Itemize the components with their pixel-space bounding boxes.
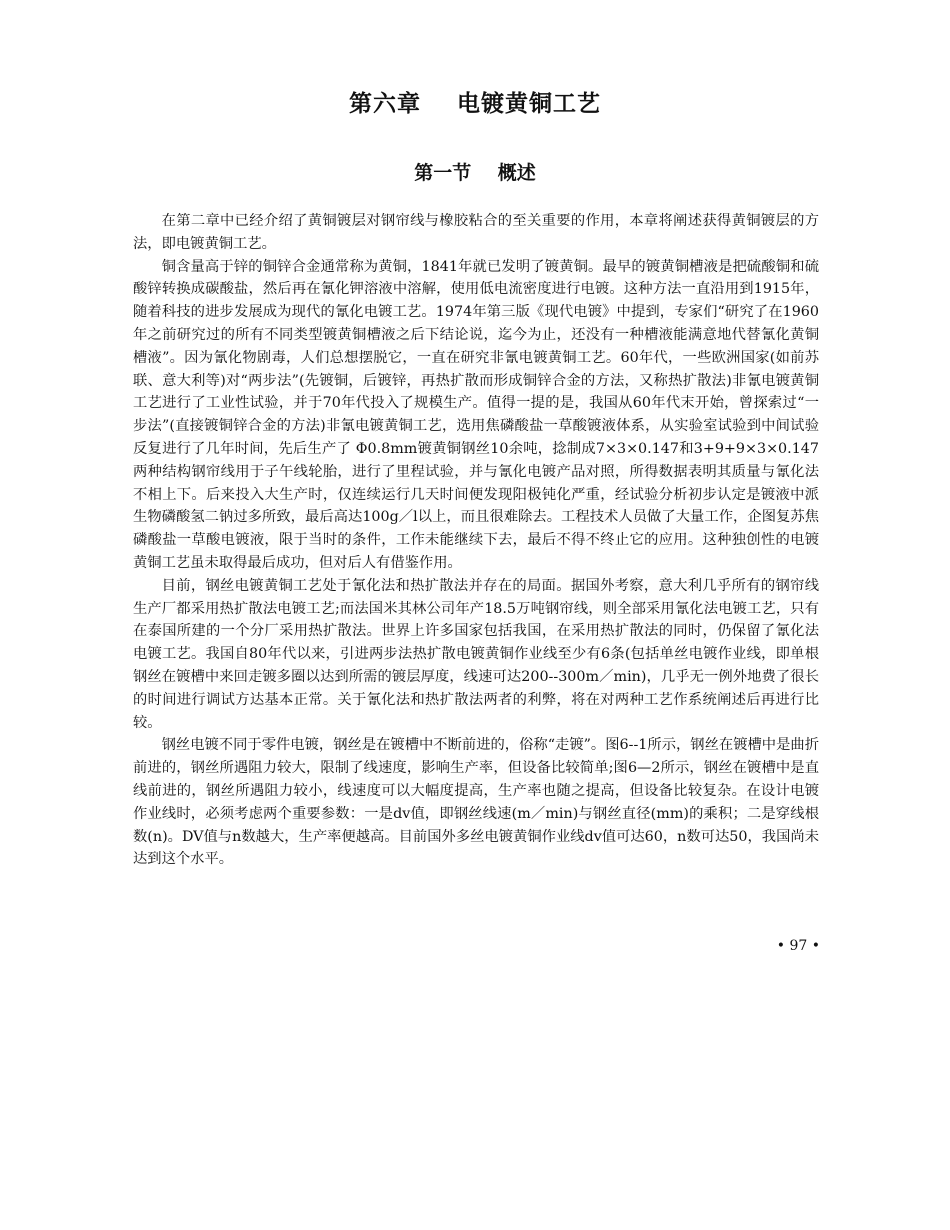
paragraph-intro: 在第二章中已经介绍了黄铜镀层对钢帘线与橡胶粘合的至关重要的作用，本章将阐述获得黄铜镀层的方法，即电镀黄铜工艺。	[133, 213, 819, 252]
paragraph-history: 铜含量高于锌的铜锌合金通常称为黄铜，1841年就已发明了镀黄铜。最早的镀黄铜槽液是把硫酸铜和硫酸锌转换成碳酸盐，然后再在氰化钾溶液中溶解，使用低电流密度进行电镀。这种方法一直沿用到1915年，随着科技的进步发展成为现代的氰化电镀工艺。1974年第三版《现代电镀》中提到，专家们“研究了在1960年之前研究过的所有不同类型镀黄铜槽液之后下结论说，迄今为止，还没有一种槽液能满意地代替氰化黄铜槽液”。因为氰化物剧毒，人们总想摆脱它，一直在研究非氰电镀黄铜工艺。60年代，一些欧洲国家(如前苏联、意大利等)对“两步法”(先镀铜，后镀锌，再热扩散而形成铜锌合金的方法，又称热扩散法)非氰电镀黄铜工艺进行了工业性试验，并于70年代投入了规模生产。值得一提的是，我国从60年代末开始，曾探索过“一步法”(直接镀铜锌合金的方法)非氰电镀黄铜工艺，选用焦磷酸盐一草酸镀液体系，从实验室试验到中间试验反复进行了几年时间，先后生产了 Φ0.8mm镀黄铜钢丝10余吨，捻制成7×3×0.147和3+9+9×3×0.147两种结构钢帘线用于子午线轮胎，进行了里程试验，并与氰化电镀产品对照，所得数据表明其质量与氰化法不相上下。后来投入大生产时，仅连续运行几天时间便发现阳极钝化严重，经试验分析初步认定是镀液中派生物磷酸氢二钠过多所致，最后高达100g／l以上，而且很难除去。工程技术人员做了大量工作，企图复苏焦磷酸盐一草酸电镀液，限于当时的条件，工作未能继续下去，最后不得不终止它的应用。这种独创性的电镀黄铜工艺虽未取得最后成功，但对后人有借鉴作用。	[133, 258, 819, 571]
paragraph-plating-line: 钢丝电镀不同于零件电镀，钢丝是在镀槽中不断前进的，俗称“走镀”。图6--1所示，钢丝在镀槽中是曲折前进的，钢丝所遇阻力较大，限制了线速度，影响生产率，但设备比较简单;图6—2所示，钢丝在镀槽中是直线前进的，钢丝所遇阻力较小，线速度可以大幅度提高，生产率也随之提高，但设备比较复杂。在设计电镀作业线时，必须考虑两个重要参数：一是dv值，即钢丝线速(m／min)与钢丝直径(mm)的乘积；二是穿线根数(n)。DV值与n数越大，生产率便越高。目前国外多丝电镀黄铜作业线dv值可达60，n数可达50，我国尚未达到这个水平。	[133, 737, 819, 868]
chapter-title: 第六章 电镀黄铜工艺	[348, 91, 602, 117]
section-title: 第一节 概述	[414, 162, 536, 184]
paragraph-current-status: 目前，钢丝电镀黄铜工艺处于氰化法和热扩散法并存在的局面。据国外考察，意大利几乎所有的钢帘线生产厂都采用热扩散法电镀工艺;而法国米其林公司年产18.5万吨钢帘线，则全部采用氰化法电镀工艺，只有在泰国所建的一个分厂采用热扩散法。世界上许多国家包括我国，在采用热扩散法的同时，仍保留了氰化法电镀工艺。我国自80年代以来，引进两步法热扩散电镀黄铜作业线至少有6条(包括单丝电镀作业线，即单根钢丝在镀槽中来回走镀多圈以达到所需的镀层厚度，线速可达200--300m／min)，几乎无一例外地费了很长的时间进行调试方达基本正常。关于氰化法和热扩散法两者的利弊，将在对两种工艺作系统阐述后再进行比较。	[133, 577, 819, 731]
page-number: • 97 •	[776, 938, 820, 954]
body-text	[133, 210, 819, 871]
